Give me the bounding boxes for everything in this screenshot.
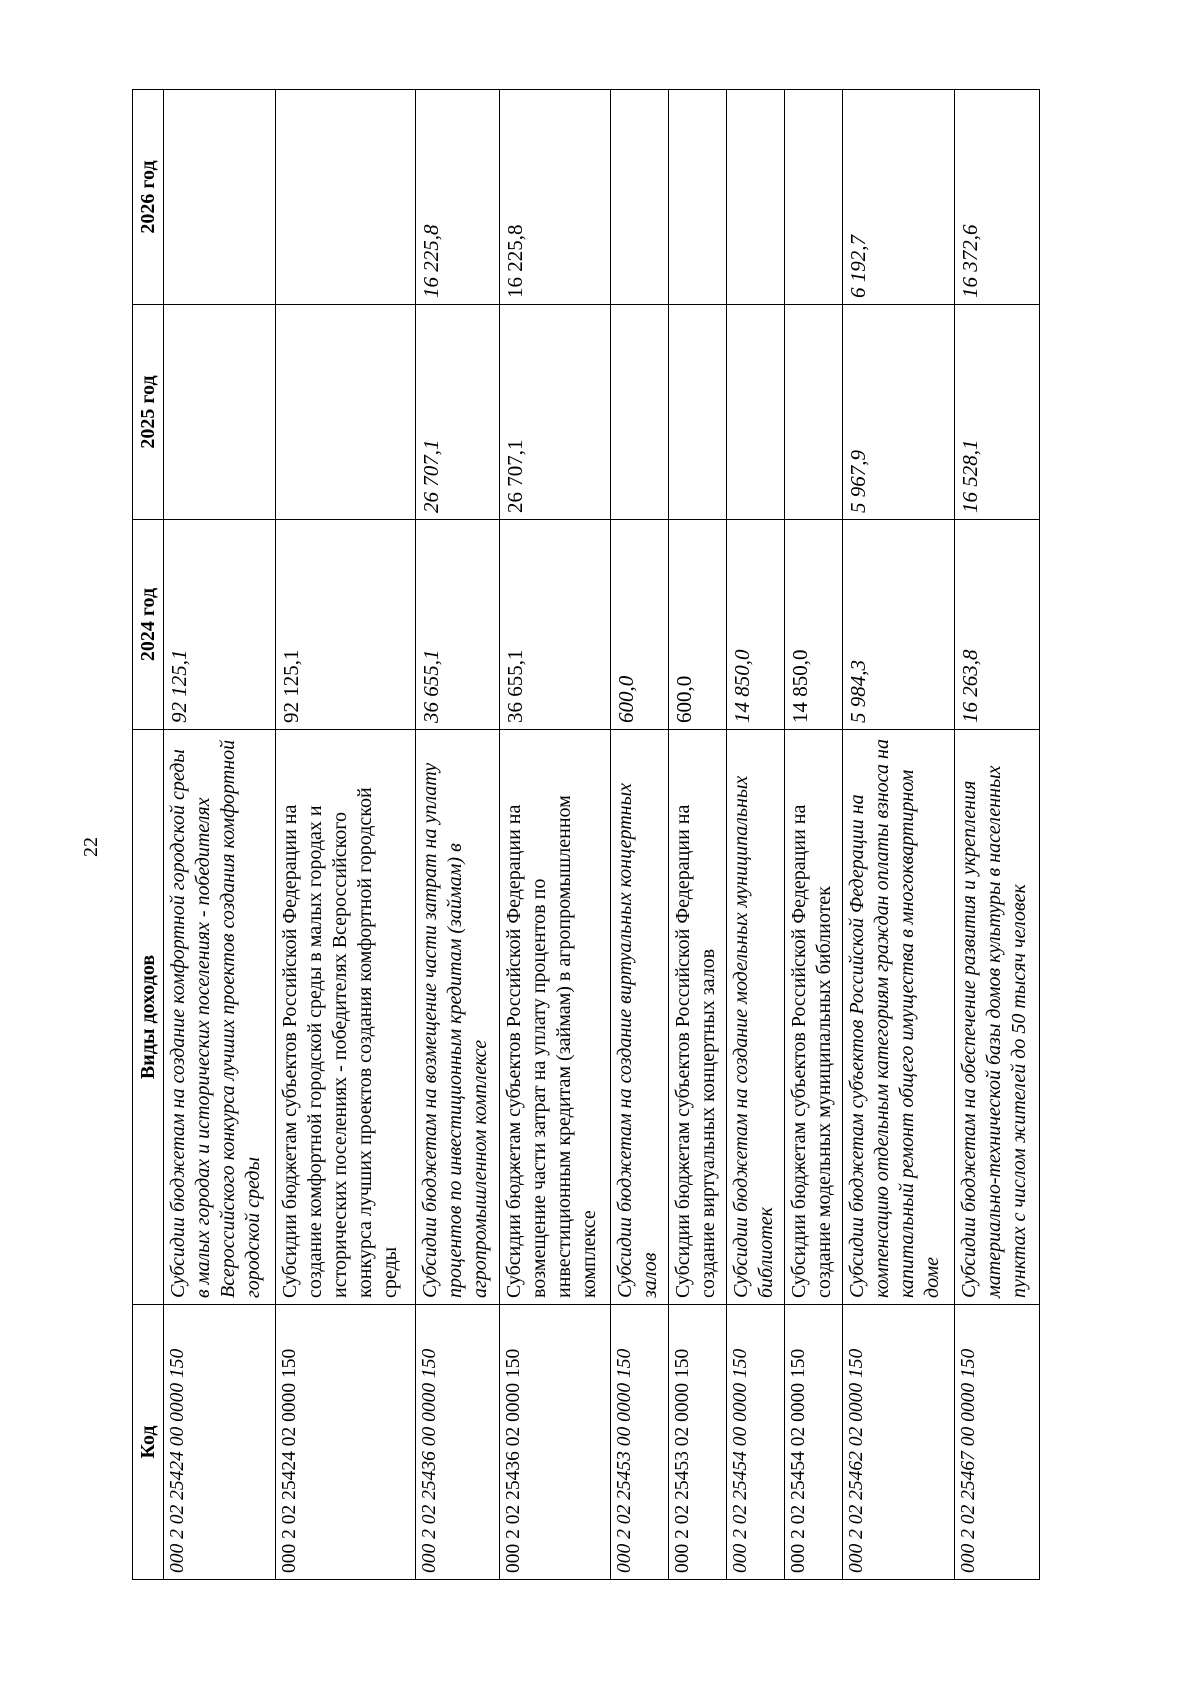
row-value-2025: 5 967,9 <box>843 305 955 520</box>
row-value-2026 <box>275 90 415 305</box>
row-description: Субсидии бюджетам субъектов Российской Федерации на создание модельных муниципальных библиотек <box>785 730 843 1305</box>
table-row <box>727 90 785 1580</box>
row-value-2024: 16 263,8 <box>954 520 1039 730</box>
table-row <box>785 90 843 1580</box>
table-row <box>954 90 1039 1580</box>
row-code: 000 2 02 25454 00 0000 150 <box>727 1305 785 1580</box>
row-value-2026 <box>727 90 785 305</box>
row-code: 000 2 02 25453 00 0000 150 <box>611 1305 669 1580</box>
row-description: Субсидии бюджетам на создание виртуальных концертных залов <box>611 730 669 1305</box>
table-row <box>843 90 955 1580</box>
row-value-2026: 6 192,7 <box>843 90 955 305</box>
table-row <box>669 90 727 1580</box>
rotated-table-wrapper <box>132 90 1040 1580</box>
header-2024: 2024 год <box>133 520 164 730</box>
row-value-2024: 14 850,0 <box>727 520 785 730</box>
row-code: 000 2 02 25462 02 0000 150 <box>843 1305 955 1580</box>
row-value-2026 <box>785 90 843 305</box>
row-value-2024: 5 984,3 <box>843 520 955 730</box>
table-row <box>499 90 611 1580</box>
table-row <box>275 90 415 1580</box>
row-code: 000 2 02 25453 02 0000 150 <box>669 1305 727 1580</box>
row-value-2026: 16 372,6 <box>954 90 1039 305</box>
row-value-2024: 600,0 <box>669 520 727 730</box>
row-value-2024: 14 850,0 <box>785 520 843 730</box>
revenue-table <box>132 89 1040 1580</box>
row-value-2024: 36 655,1 <box>415 520 499 730</box>
row-code: 000 2 02 25436 02 0000 150 <box>499 1305 611 1580</box>
page-number: 22 <box>80 837 102 857</box>
row-description: Субсидии бюджетам на создание модельных муниципальных библиотек <box>727 730 785 1305</box>
row-value-2026: 16 225,8 <box>499 90 611 305</box>
row-description: Субсидии бюджетам субъектов Российской Федерации на создание виртуальных концертных залов <box>669 730 727 1305</box>
table-row <box>164 90 276 1580</box>
row-value-2025: 26 707,1 <box>499 305 611 520</box>
row-value-2026: 16 225,8 <box>415 90 499 305</box>
row-code: 000 2 02 25424 00 0000 150 <box>164 1305 276 1580</box>
row-value-2025: 16 528,1 <box>954 305 1039 520</box>
row-value-2026 <box>164 90 276 305</box>
header-2026: 2026 год <box>133 90 164 305</box>
table-row <box>415 90 499 1580</box>
row-code: 000 2 02 25454 02 0000 150 <box>785 1305 843 1580</box>
row-code: 000 2 02 25436 00 0000 150 <box>415 1305 499 1580</box>
header-code: Код <box>133 1305 164 1580</box>
row-description: Субсидии бюджетам субъектов Российской Федерации на компенсацию отдельным категориям граждан оплаты взноса на капитальный ремонт общего имущества в многоквартирном доме <box>843 730 955 1305</box>
row-value-2025 <box>164 305 276 520</box>
row-value-2025 <box>785 305 843 520</box>
row-description: Субсидии бюджетам на обеспечение развития и укрепления материально-технической базы домов культуры в населенных пунктах с числом жителей до 50 тысяч человек <box>954 730 1039 1305</box>
header-revenue-type: Виды доходов <box>133 730 164 1305</box>
row-value-2025 <box>727 305 785 520</box>
table-row <box>611 90 669 1580</box>
row-value-2026 <box>611 90 669 305</box>
row-value-2024: 36 655,1 <box>499 520 611 730</box>
row-description: Субсидии бюджетам субъектов Российской Федерации на возмещение части затрат на уплату процентов по инвестиционным кредитам (займам) в агропромышленном комплексе <box>499 730 611 1305</box>
row-value-2026 <box>669 90 727 305</box>
row-description: Субсидии бюджетам субъектов Российской Федерации на создание комфортной городской среды в малых городах и исторических поселениях - победителях Всероссийского конкурса лучших проектов создания комфортной городской среды <box>275 730 415 1305</box>
row-value-2025 <box>611 305 669 520</box>
row-value-2025 <box>275 305 415 520</box>
row-description: Субсидии бюджетам на возмещение части затрат на уплату процентов по инвестиционным кредитам (займам) в агропромышленном комплексе <box>415 730 499 1305</box>
row-value-2025: 26 707,1 <box>415 305 499 520</box>
row-code: 000 2 02 25467 00 0000 150 <box>954 1305 1039 1580</box>
row-value-2024: 92 125,1 <box>164 520 276 730</box>
row-description: Субсидии бюджетам на создание комфортной городской среды в малых городах и исторических поселениях - победителях Всероссийского конкурса лучших проектов создания комфортной городской среды <box>164 730 276 1305</box>
table-header-row <box>133 90 164 1580</box>
row-value-2024: 92 125,1 <box>275 520 415 730</box>
row-value-2024: 600,0 <box>611 520 669 730</box>
header-2025: 2025 год <box>133 305 164 520</box>
row-value-2025 <box>669 305 727 520</box>
row-code: 000 2 02 25424 02 0000 150 <box>275 1305 415 1580</box>
